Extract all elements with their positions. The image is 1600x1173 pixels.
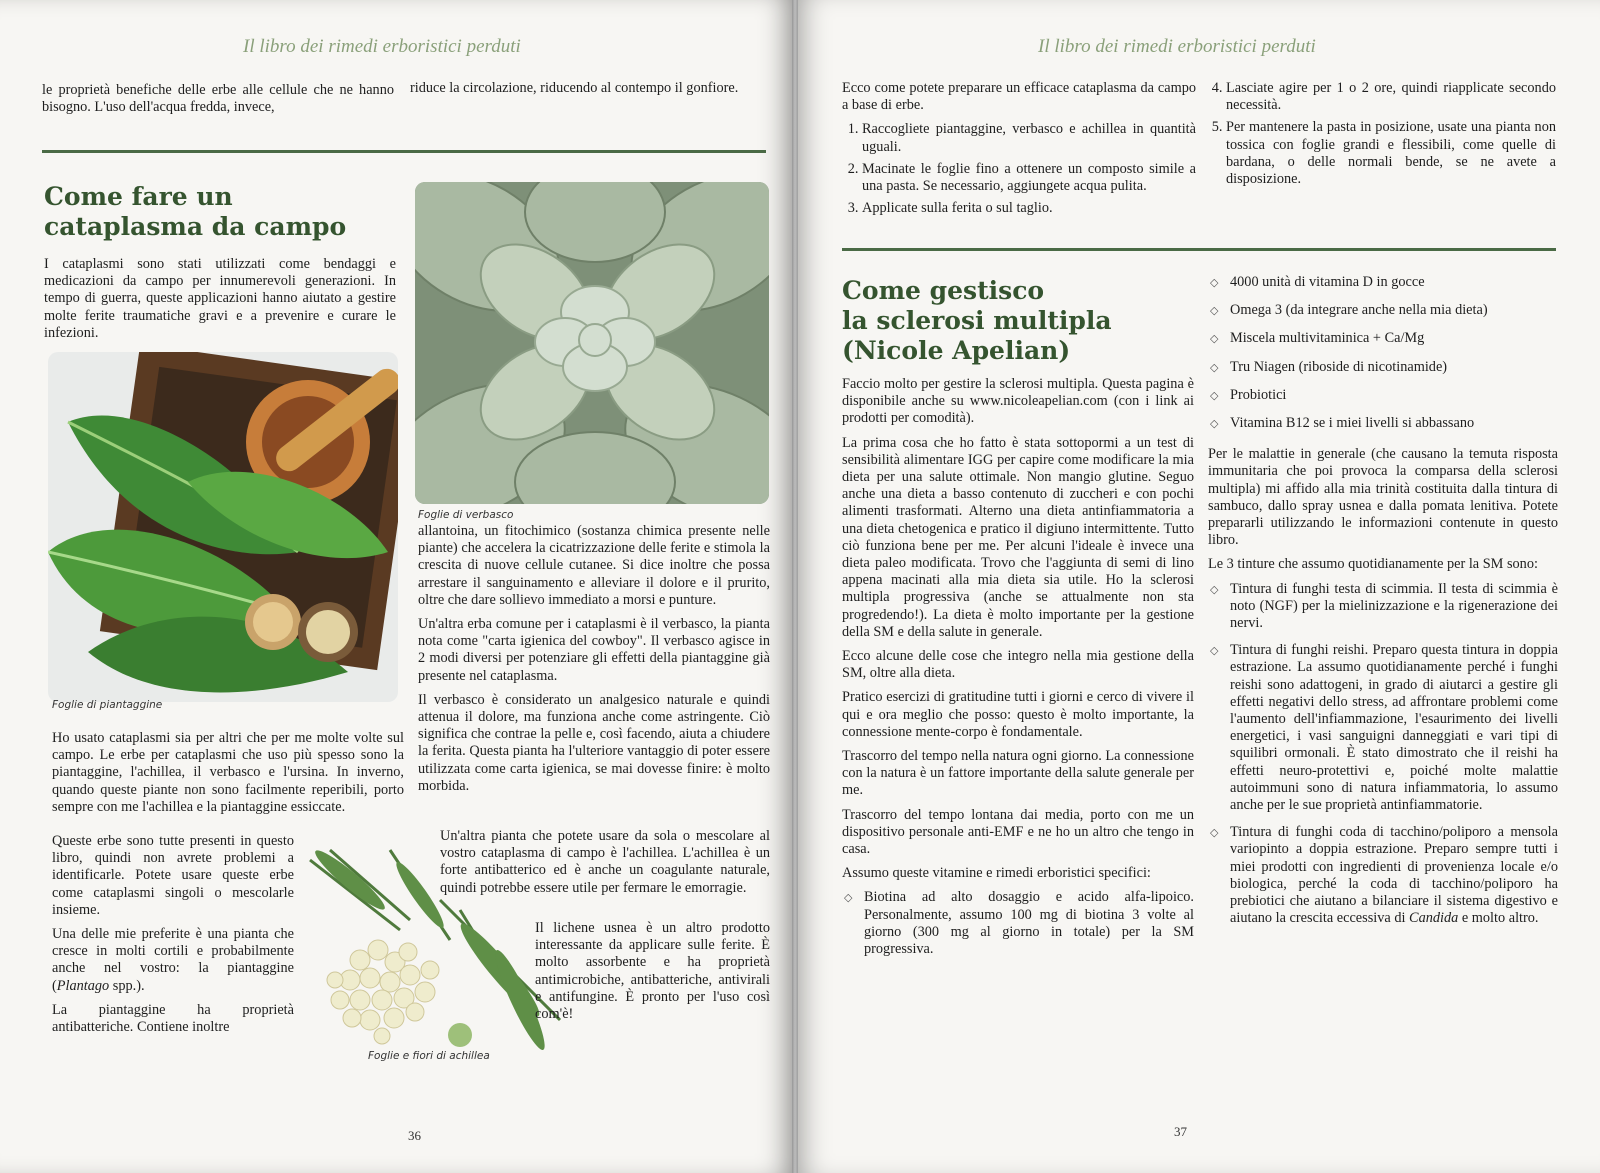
- section-rule-left: [42, 150, 766, 153]
- section-rule-right: [842, 248, 1556, 251]
- paragraph-vitamine: Assumo queste vitamine e rimedi erboristici specifici:: [842, 865, 1151, 882]
- diamond-bullet-icon: ◇: [1210, 304, 1219, 318]
- paragraph-media: Trascorro del tempo lontana dai media, porto con me un dispositivo personale anti-EMF e ne ho un altro che tengo in casa.: [842, 806, 1194, 858]
- right-col-text-b: [440, 828, 770, 904]
- paragraph-cataplasmi-usati: Ho usato cataplasmi sia per altri che per me molte volte sul campo. Le erbe per cataplasmi che uso più spesso sono la piantaggine, l'achillea, il verbasco e l'ursina. In inverno, quando queste piante non sono facilmente reperibili, porto sempre con me l'achillea e la piantaggine essiccate.: [52, 730, 404, 815]
- list-item: [1208, 330, 1558, 347]
- bullet-text: Tru Niagen (riboside di nicotinamide): [1230, 358, 1448, 375]
- paragraph-verbasco-analgesico: Il verbasco è considerato un analgesico naturale e quindi attenua il dolore, ma funziona anche come astringente. Ciò significa che contrae la pelle e, così facendo, aiuta a chiudere la ferita. Questa pianta ha l'ulteriore vantaggio di poter essere utilizzata come carta igienica, se mai dovesse finire: è molto morbida.: [418, 691, 770, 794]
- paragraph-verbasco: Un'altra erba comune per i cataplasmi è il verbasco, la pianta nota come "carta igienica del cowboy". Il verbasco agisce in 2 modi diversi per potenziare gli effetti della piantaggine già presente nel cataplasma.: [418, 616, 770, 684]
- bullet-text: Probiotici: [1230, 386, 1287, 403]
- list-item: [1208, 387, 1558, 404]
- top-text-col2: riduce la circolazione, riducendo al contempo il gonfiore.: [410, 80, 739, 96]
- list-item: [1208, 302, 1558, 319]
- bullet-text: Tintura di funghi testa di scimmia. Il testa di scimmia è noto (NGF) per la mielinizzazione e la rigenerazione dei nervi.: [1230, 580, 1558, 632]
- right-col-text-c: [535, 920, 770, 1030]
- list-item: [1208, 824, 1558, 927]
- paragraph-erbe-presenti: Queste erbe sono tutte presenti in questo libro, quindi non avrete problemi a identificarle. Potete usare queste erbe come cataplasmi singoli o mescolarle insieme.: [52, 833, 294, 918]
- ms-col2: [1208, 274, 1558, 936]
- title-line-2: cataplasma da campo: [44, 212, 347, 241]
- running-header-left: Il libro dei rimedi erboristici perduti: [243, 36, 521, 57]
- bullet-text: Miscela multivitaminica + Ca/Mg: [1230, 330, 1425, 347]
- list-item: [842, 889, 1194, 958]
- bullet-text: Vitamina B12 se i miei livelli si abbassano: [1230, 415, 1475, 432]
- left-col-text-b: [52, 833, 294, 1043]
- paragraph-natura: Trascorro del tempo nella natura ogni giorno. La connessione con la natura è un fattore importante della salute generale per me.: [842, 748, 1194, 799]
- paragraph-malattie-generale: Per le malattie in generale (che causano la temuta risposta immunitaria che poi provoca la comparsa della sclerosi multipla) mi affido alla mia trinità costituita dalla tintura di sambuco, dallo spray usnea e dalla pomata lenitiva. Potete prepararli utilizzando le informazioni contenute in questo libro.: [1208, 446, 1558, 549]
- title-line-3: (Nicole Apelian): [842, 336, 1071, 365]
- diamond-bullet-icon: ◇: [1210, 582, 1219, 596]
- paragraph-allantoina: allantoina, un fitochimico (sostanza chimica presente nelle piante) che accelera la cicatrizzazione delle ferite e stimola la crescita di nuove cellule cutanee. Si dice inoltre che possa arrestare il sanguinamento e alleviare il dolore e il prurito, oltre che dare sollievo immediato a morsi e punture.: [418, 523, 770, 608]
- left-page: [0, 0, 792, 1173]
- caption-piantaggine: Foglie di piantaggine: [52, 699, 163, 711]
- paragraph-achillea: Un'altra pianta che potete usare da sola o mescolare al vostro cataplasma di campo è l'achillea. L'achillea è un forte antibatterico ed è anche un coagulante naturale, quindi potrebbe essere utile per fermare le emorragie.: [440, 828, 770, 896]
- ms-col1: [842, 376, 1194, 966]
- running-header-right: Il libro dei rimedi erboristici perduti: [1038, 36, 1316, 57]
- list-item: [1208, 274, 1558, 291]
- title-line-1: Come gestisco: [842, 276, 1045, 305]
- steps-intro: Ecco come potete preparare un efficace cataplasma da campo a base di erbe.: [842, 80, 1196, 114]
- step-item: 1. Raccogliete piantaggine, verbasco e achillea in quantità uguali.: [862, 121, 1196, 155]
- list-item: [1208, 415, 1558, 432]
- diamond-bullet-icon: ◇: [844, 891, 853, 905]
- plantago-italic: Plantago: [56, 977, 110, 994]
- tincture-list: [1208, 581, 1558, 928]
- diamond-bullet-icon: ◇: [1210, 276, 1219, 289]
- paragraph-gestire-sm: Faccio molto per gestire la sclerosi multipla. Questa pagina è disponibile anche su www.nicoleapelian.com (con i link ai prodotti per comodità).: [842, 376, 1194, 427]
- diamond-bullet-icon: ◇: [1210, 360, 1219, 374]
- bullet-text: Omega 3 (da integrare anche nella mia dieta): [1230, 302, 1488, 319]
- step-item: 3. Applicate sulla ferita o sul taglio.: [862, 200, 1196, 217]
- supplement-list-a: [842, 889, 1194, 958]
- paragraph-gratitudine: Pratico esercizi di gratitudine tutti i giorni e cerco di vivere il qui e ora meglio che posso: questo è molto importante, la connessione mente-corpo è fondamentale.: [842, 689, 1194, 740]
- candida-italic: Candida: [1409, 910, 1459, 927]
- right-col-text-a: [418, 523, 770, 802]
- section-title-sclerosi: [842, 276, 1112, 366]
- diamond-bullet-icon: ◇: [1210, 332, 1219, 346]
- page-number-left: 36: [408, 1128, 421, 1143]
- diamond-bullet-icon: ◇: [1210, 388, 1219, 402]
- step-item: 2. Macinate le foglie fino a ottenere un composto simile a una pasta. Se necessario, aggiungete acqua pulita.: [862, 161, 1196, 195]
- steps-list-b: [1206, 80, 1556, 188]
- page-number-right: 37: [1174, 1124, 1187, 1139]
- paragraph-integro: Ecco alcune delle cose che integro nella mia gestione della SM, oltre alla dieta.: [842, 648, 1194, 682]
- caption-verbasco: Foglie di verbasco: [418, 509, 514, 521]
- diamond-bullet-icon: ◇: [1210, 417, 1219, 431]
- intro-paragraph: I cataplasmi sono stati utilizzati come bendaggi e medicazioni da campo per innumerevoli generazioni. In tempo di guerra, queste applicazioni hanno aiutato a gestire molte ferite traumatiche gravi e a prevenire e curare le infezioni.: [44, 256, 396, 341]
- step-item: 4. Lasciate agire per 1 o 2 ore, quindi riapplicate secondo necessità.: [1226, 80, 1556, 114]
- steps-col1: [842, 80, 1196, 222]
- list-item: [1208, 642, 1558, 814]
- caption-achillea: Foglie e fiori di achillea: [368, 1050, 490, 1062]
- steps-list-a: [842, 121, 1196, 217]
- list-item: [1208, 581, 1558, 633]
- step-item: 5. Per mantenere la pasta in posizione, usate una pianta non tossica con foglie grandi e flessibili, come quelle di bardana, o delle normali bende, se ne avete a disposizione.: [1226, 119, 1556, 188]
- bullet-text-end: e molto altro.: [1458, 910, 1539, 927]
- mullein-photo: [415, 182, 769, 504]
- paragraph-piantaggine-preferita: [52, 926, 294, 995]
- bullet-text: 4000 unità di vitamina D in gocce: [1230, 274, 1425, 290]
- right-page: [798, 0, 1600, 1173]
- mullein-illustration: [415, 182, 769, 504]
- top-text-col1: le proprietà benefiche delle erbe alle cellule che ne hanno bisogno. L'uso dell'acqua fredda, invece,: [42, 82, 394, 116]
- paragraph-piantaggine-antibatterica: La piantaggine ha proprietà antibatteriche. Contiene inoltre: [52, 1001, 294, 1036]
- piantaggine-text-a: Una delle mie preferite è una pianta che cresce in molti cortili e probabilmente anche nel vostro: la piantaggine (: [52, 926, 294, 994]
- plantain-photo: [48, 352, 398, 702]
- paragraph-dieta: La prima cosa che ho fatto è stata sottopormi a un test di sensibilità alimentare IGG per capire come modificare la mia dieta per una salute ottimale. Non mangio glutine. Seguo anche una dieta a basso contenuto di zuccheri e con pochi alimenti trasformati. Alterno una dieta antinfiammatoria a una dieta chetogenica e pratico il digiuno intermittente. Tutto ciò funziona bene per me. Per alcuni l'ideale è invece una dieta paleo modificata. Trovo che l'aggiunta di semi di lino appena macinati alla mia dieta sia utile. Ho la sclerosi multipla progressiva (anche se attualmente non sta progredendo!). La dieta è molto importante per la gestione della SM e della salute in generale.: [842, 434, 1194, 640]
- diamond-bullet-icon: ◇: [1210, 826, 1219, 840]
- bullet-text: Biotina ad alto dosaggio e acido alfa-lipoico. Personalmente, assumo 100 mg di biotina 3 volte al giorno (300 mg al giorno in totale) per la SM progressiva.: [864, 889, 1194, 958]
- title-line-1: Come fare un: [44, 182, 233, 211]
- piantaggine-text-b: spp.).: [109, 977, 145, 994]
- diamond-bullet-icon: ◇: [1210, 644, 1219, 658]
- left-col-text-a: [52, 730, 404, 823]
- section-title-cataplasma: [44, 182, 346, 242]
- steps-col2: [1206, 80, 1556, 193]
- list-item: [1208, 359, 1558, 376]
- bullet-text: Tintura di funghi coda di tacchino/poliporo a mensola variopinto a doppia estrazione. Preparo sempre tutti i miei prodotti con ingredienti di provenienza locale e/o biologica, perché la coda di tacchino/poliporo ha prebiotici che aiutano a bilanciare il sistema digestivo e aiutano la crescita eccessiva di: [1230, 824, 1558, 927]
- bullet-text: Tintura di funghi reishi. Preparo questa tintura in doppia estrazione. La assumo quotidianamente perché i funghi reishi sono adattogeni, in grado di aiutarci a gestire gli effetti negativi dello stress, ad affrontare problemi come l'aumento dell'infiammazione, l'esaurimento dei livelli energetici, i vasi sanguigni danneggiati e vari tipi di squilibri ormonali. È stato dimostrato che il reishi ha effetti neuro-protettivi e, poiché molte malattie autoimmuni sono di natura infiammatoria, lo assumo anche per le sue proprietà antinfiammatorie.: [1230, 642, 1558, 814]
- paragraph-tre-tinture: Le 3 tinture che assumo quotidianamente per la SM sono:: [1208, 556, 1538, 573]
- plantain-illustration: [48, 352, 398, 702]
- title-line-2: la sclerosi multipla: [842, 306, 1112, 335]
- supplement-list-b: [1208, 274, 1558, 432]
- paragraph-usnea: Il lichene usnea è un altro prodotto interessante da applicare sulle ferite. È molto assorbente e ha proprietà antimicrobiche, antibatteriche, antivirali e antifungine. È pronto per l'uso così com'è!: [535, 920, 770, 1023]
